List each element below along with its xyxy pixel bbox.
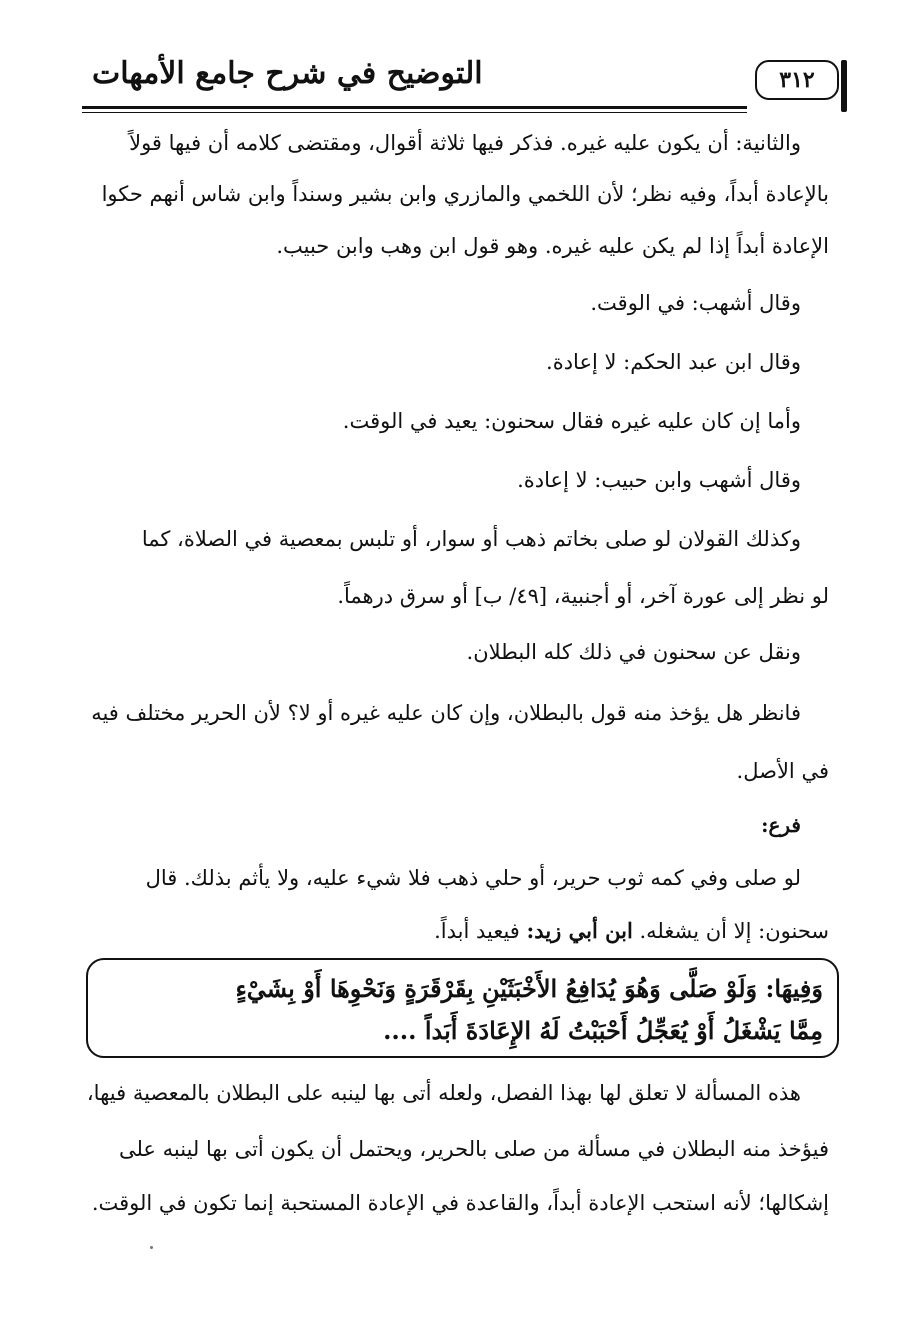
text-line: وكذلك القولان لو صلى بخاتم ذهب أو سوار، أو تلبس بمعصية في الصلاة، كما (141, 527, 801, 551)
page-header (82, 52, 839, 112)
page-number-box (755, 60, 839, 100)
matn-box (86, 958, 839, 1058)
header-rule-thin (82, 112, 747, 113)
main-text (80, 118, 829, 958)
text-line: لو نظر إلى عورة آخر، أو أجنبية، [٤٩/ ب] أو سرق درهماً. (337, 584, 829, 608)
page-number: ٣١٢ (779, 67, 815, 93)
matn-line: مِمَّا يَشْغَلُ أَوْ يُعَجِّلُ أَحْبَبْتُ لَهُ الإِعَادَةَ أَبَداً .... (383, 1016, 823, 1045)
text-line: لو صلى وفي كمه ثوب حرير، أو حلي ذهب فلا شيء عليه، ولا يأثم بذلك. قال (145, 866, 801, 890)
matn-line: وَفِيهَا: وَلَوْ صَلَّى وَهُوَ يُدَافِعُ الأَخْبَثَيْنِ بِقَرْقَرَةٍ وَنَحْوِهَا أَوْ بِشَيْءٍ (235, 974, 823, 1003)
text-line: وقال ابن عبد الحكم: لا إعادة. (546, 350, 801, 374)
scan-speck (150, 1246, 153, 1249)
text-line: إشكالها؛ لأنه استحب الإعادة أبداً، والقاعدة في الإعادة المستحبة إنما تكون في الوقت. (91, 1191, 829, 1215)
author-name: ابن أبي زيد: (526, 918, 633, 943)
text-line: فيؤخذ منه البطلان في مسألة من صلى بالحرير، ويحتمل أن يكون أتى بها لينبه على (118, 1137, 829, 1161)
text-line: فانظر هل يؤخذ منه قول بالبطلان، وإن كان عليه غيره أو لا؟ لأن الحرير مختلف فيه (91, 701, 801, 725)
text-segment: فيعيد أبداً. (434, 919, 520, 943)
text-line: الإعادة أبداً إذا لم يكن عليه غيره. وهو قول ابن وهب وابن حبيب. (276, 234, 829, 258)
running-title: التوضيح في شرح جامع الأمهات (92, 56, 483, 91)
text-line: وقال أشهب وابن حبيب: لا إعادة. (517, 468, 801, 492)
text-line: والثانية: أن يكون عليه غيره. فذكر فيها ثلاثة أقوال، ومقتضى كلامه أن فيها قولاً (129, 131, 801, 155)
text-line: وأما إن كان عليه غيره فقال سحنون: يعيد في الوقت. (342, 409, 801, 433)
text-line: ونقل عن سحنون في ذلك كله البطلان. (466, 640, 801, 664)
text-line: وقال أشهب: في الوقت. (590, 291, 801, 315)
commentary-text (80, 1064, 829, 1230)
text-line (80, 904, 829, 958)
text-segment: سحنون: إلا أن يشغله. (639, 919, 829, 943)
text-line: في الأصل. (736, 759, 829, 783)
text-line: هذه المسألة لا تعلق لها بهذا الفصل، ولعله أتى بها لينبه على البطلان بالمعصية فيها، (86, 1081, 801, 1105)
text-line: بالإعادة أبداً، وفيه نظر؛ لأن اللخمي والمازري وابن بشير وسنداً وابن شاس أنهم حكوا (101, 182, 829, 206)
subheading: فرع: (761, 813, 801, 837)
header-rule (82, 106, 747, 109)
